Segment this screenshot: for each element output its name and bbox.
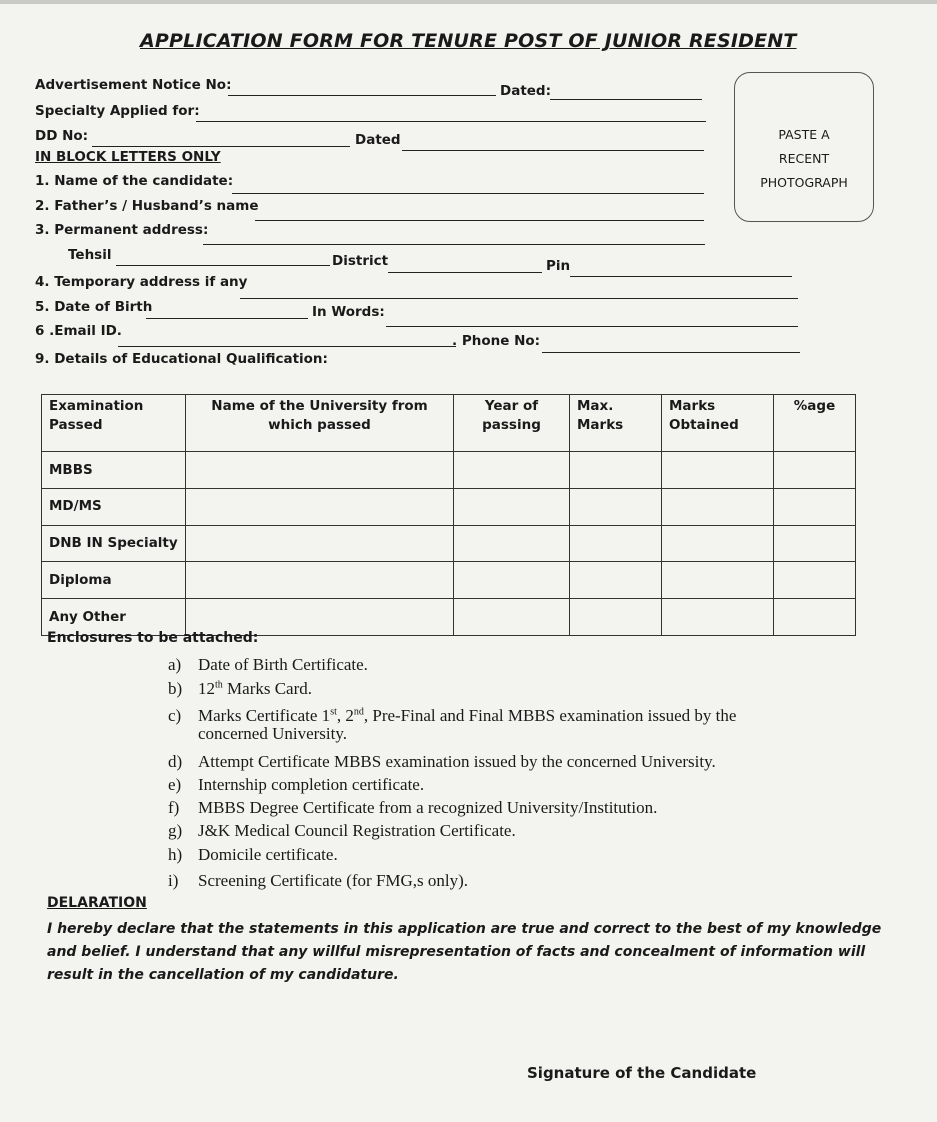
photo-line-1: PASTE A — [778, 127, 830, 142]
col-marks-obtained: Marks Obtained — [662, 395, 774, 452]
row-label-dnb: DNB IN Specialty — [42, 525, 186, 562]
list-item: c) Marks Certificate 1st, 2nd, Pre-Final and Final MBBS examination issued by the concerned University. — [168, 706, 737, 743]
advt-notice-label: Advertisement Notice No: — [35, 77, 232, 93]
name-label: 1. Name of the candidate: — [35, 173, 234, 189]
col-year: Year of passing — [454, 395, 570, 452]
table-cell[interactable] — [570, 562, 662, 599]
col-examination: Examination Passed — [42, 395, 186, 452]
dd-no-field[interactable] — [92, 146, 350, 147]
dated1-label: Dated: — [500, 83, 551, 99]
photo-box[interactable] — [734, 72, 874, 222]
table-cell[interactable] — [186, 525, 454, 562]
temp-addr-field[interactable] — [240, 298, 798, 299]
tehsil-field[interactable] — [116, 265, 330, 266]
dated2-field[interactable] — [402, 150, 704, 151]
table-cell[interactable] — [662, 562, 774, 599]
table-cell[interactable] — [570, 452, 662, 489]
declaration-title: DELARATION — [47, 895, 147, 911]
table-row — [42, 525, 856, 562]
table-cell[interactable] — [454, 452, 570, 489]
top-edge — [0, 0, 937, 4]
in-words-label: In Words: — [312, 304, 385, 320]
table-row — [42, 562, 856, 599]
table-cell[interactable] — [454, 562, 570, 599]
education-table — [41, 394, 856, 636]
table-cell[interactable] — [774, 599, 856, 636]
table-header-row — [42, 395, 856, 452]
dated2-label: Dated — [355, 132, 401, 148]
table-cell[interactable] — [570, 488, 662, 525]
specialty-field[interactable] — [196, 121, 706, 122]
father-label: 2. Father’s / Husband’s name — [35, 198, 259, 214]
table-cell[interactable] — [774, 488, 856, 525]
table-cell[interactable] — [570, 525, 662, 562]
row-label-mdms: MD/MS — [42, 488, 186, 525]
education-heading: 9. Details of Educational Qualification: — [35, 351, 328, 367]
table-cell[interactable] — [454, 525, 570, 562]
col-percentage: %age — [774, 395, 856, 452]
row-label-mbbs: MBBS — [42, 452, 186, 489]
list-item: a) Date of Birth Certificate. — [168, 655, 368, 674]
dd-no-label: DD No: — [35, 128, 89, 144]
father-field[interactable] — [255, 220, 704, 221]
table-cell[interactable] — [774, 562, 856, 599]
table-row — [42, 452, 856, 489]
block-letters-note: IN BLOCK LETTERS ONLY — [35, 149, 221, 165]
phone-label: . Phone No: — [452, 333, 541, 349]
pin-label: Pin — [546, 258, 571, 274]
table-cell[interactable] — [570, 599, 662, 636]
table-cell[interactable] — [662, 525, 774, 562]
list-item: h) Domicile certificate. — [168, 845, 338, 864]
name-field[interactable] — [232, 193, 704, 194]
email-field[interactable] — [118, 346, 456, 347]
list-item: d) Attempt Certificate MBBS examination issued by the concerned University. — [168, 752, 716, 771]
declaration-text: I hereby declare that the statements in this application are true and correct to the best of my knowledge and belief. I understand that any willful misrepresentation of facts and concealment of information will result in the cancellation of my candidature. — [47, 921, 882, 983]
row-label-diploma: Diploma — [42, 562, 186, 599]
list-item: e) Internship completion certificate. — [168, 775, 425, 794]
perm-addr-field[interactable] — [203, 244, 705, 245]
row-label-other: Any Other — [42, 599, 186, 636]
temp-addr-label: 4. Temporary address if any — [35, 274, 248, 290]
table-cell[interactable] — [662, 599, 774, 636]
in-words-field[interactable] — [386, 326, 798, 327]
dob-label: 5. Date of Birth — [35, 299, 153, 315]
photo-line-3: PHOTOGRAPH — [760, 175, 848, 190]
col-max-marks: Max. Marks — [570, 395, 662, 452]
photo-line-2: RECENT — [778, 151, 830, 166]
list-item: b) 12th Marks Card. — [168, 679, 313, 698]
signature-label: Signature of the Candidate — [527, 1064, 757, 1082]
table-cell[interactable] — [774, 525, 856, 562]
col-university: Name of the University from which passed — [186, 395, 454, 452]
table-cell[interactable] — [186, 562, 454, 599]
phone-field[interactable] — [542, 352, 800, 353]
enclosures-title: Enclosures to be attached: — [47, 630, 259, 646]
list-item: i) Screening Certificate (for FMG,s only). — [168, 871, 469, 890]
dated1-field[interactable] — [550, 99, 702, 100]
tehsil-label: Tehsil — [68, 247, 112, 263]
pin-field[interactable] — [570, 276, 792, 277]
advt-notice-field[interactable] — [228, 95, 496, 96]
district-field[interactable] — [388, 272, 542, 273]
table-cell[interactable] — [454, 599, 570, 636]
table-cell[interactable] — [186, 488, 454, 525]
list-item: g) J&K Medical Council Registration Certificate. — [168, 821, 516, 840]
table-cell[interactable] — [662, 488, 774, 525]
perm-addr-label: 3. Permanent address: — [35, 222, 209, 238]
table-cell[interactable] — [186, 452, 454, 489]
specialty-label: Specialty Applied for: — [35, 103, 200, 119]
email-label: 6 .Email ID. — [35, 323, 122, 339]
table-cell[interactable] — [774, 452, 856, 489]
district-label: District — [332, 253, 389, 269]
table-cell[interactable] — [662, 452, 774, 489]
table-cell[interactable] — [454, 488, 570, 525]
dob-field[interactable] — [146, 318, 308, 319]
list-item: f) MBBS Degree Certificate from a recognized University/Institution. — [168, 798, 658, 817]
table-row — [42, 488, 856, 525]
form-title: APPLICATION FORM FOR TENURE POST OF JUNIOR RESIDENT — [140, 30, 797, 52]
